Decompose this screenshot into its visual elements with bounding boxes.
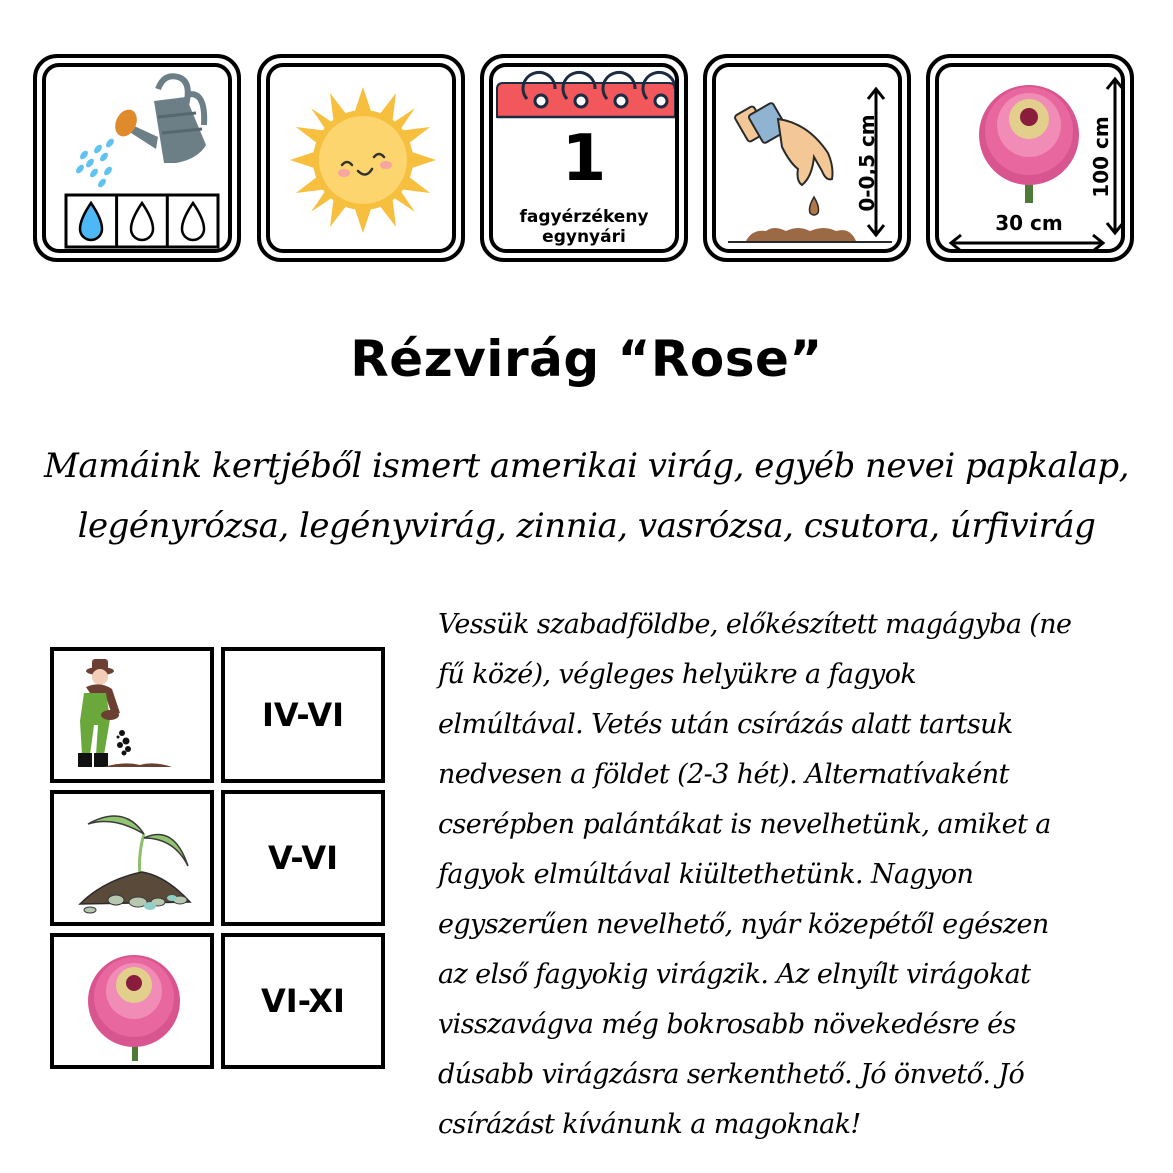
calendar-line1: fagyérzékeny [519,207,649,227]
schedule-months-flowering: VI-XI [221,933,385,1069]
description-line: egyszerűen nevelhető, nyár közepétől egészen [438,909,1049,940]
description-line: nedvesen a földet (2-3 hét). Alternatívaként [438,759,1009,790]
calendar-number: 1 [561,122,607,196]
seedling-icon [54,794,210,922]
watering-card [33,54,241,262]
description-line: az első fagyokig virágzik. Az elnyílt virágokat [438,959,1031,990]
sowing-depth-label: 0-0,5 cm [855,114,879,212]
sun-icon [270,67,456,253]
schedule-icon-cell [50,647,214,783]
schedule-months-planting: V-VI [221,790,385,926]
description-line: visszavágva még bokrosabb növekedésre és [438,1009,1016,1040]
height-label: 100 cm [1089,116,1113,198]
schedule-months-sowing: IV-VI [221,647,385,783]
plant-size-card [926,54,1134,262]
sowing-farmer-icon [54,651,210,779]
watering-can-icon [46,67,232,253]
lifecycle-card [480,54,688,262]
page-title: Rézvirág “Rose” [350,330,823,388]
watering-card-inner [42,63,232,253]
schedule-icon-cell [50,933,214,1069]
description-line: elmúltával. Vetés után csírázás alatt tartsuk [438,709,1013,740]
sowing-depth-card [703,54,911,262]
description-line: fű közé), végleges helyükre a fagyok [438,659,917,690]
subtitle [20,436,1153,556]
description-line: csírázást kívánunk a magoknak! [438,1109,861,1140]
schedule-icon-cell [50,790,214,926]
description-line: fagyok elmúltával kiültethetünk. Nagyon [438,859,974,890]
description-line: Vessük szabadföldbe, előkészített magágyba (ne [438,609,1072,640]
description [438,600,1138,1150]
subtitle-line-1: Mamáink kertjéből ismert amerikai virág, egyéb nevei papkalap, [44,446,1129,486]
description-line: cserépben palántákat is nevelhetünk, amiket a [438,809,1051,840]
description-line: dúsabb virágzásra serkenthető. Jó önvető. Jó [438,1059,1025,1090]
subtitle-line-2: legényrózsa, legényvirág, zinnia, vasrózsa, csutora, úrfivirág [77,506,1096,546]
sunlight-card [257,54,465,262]
width-label: 30 cm [995,211,1063,235]
flower-bloom-icon [54,937,210,1065]
calendar-line2: egynyári [542,227,626,247]
